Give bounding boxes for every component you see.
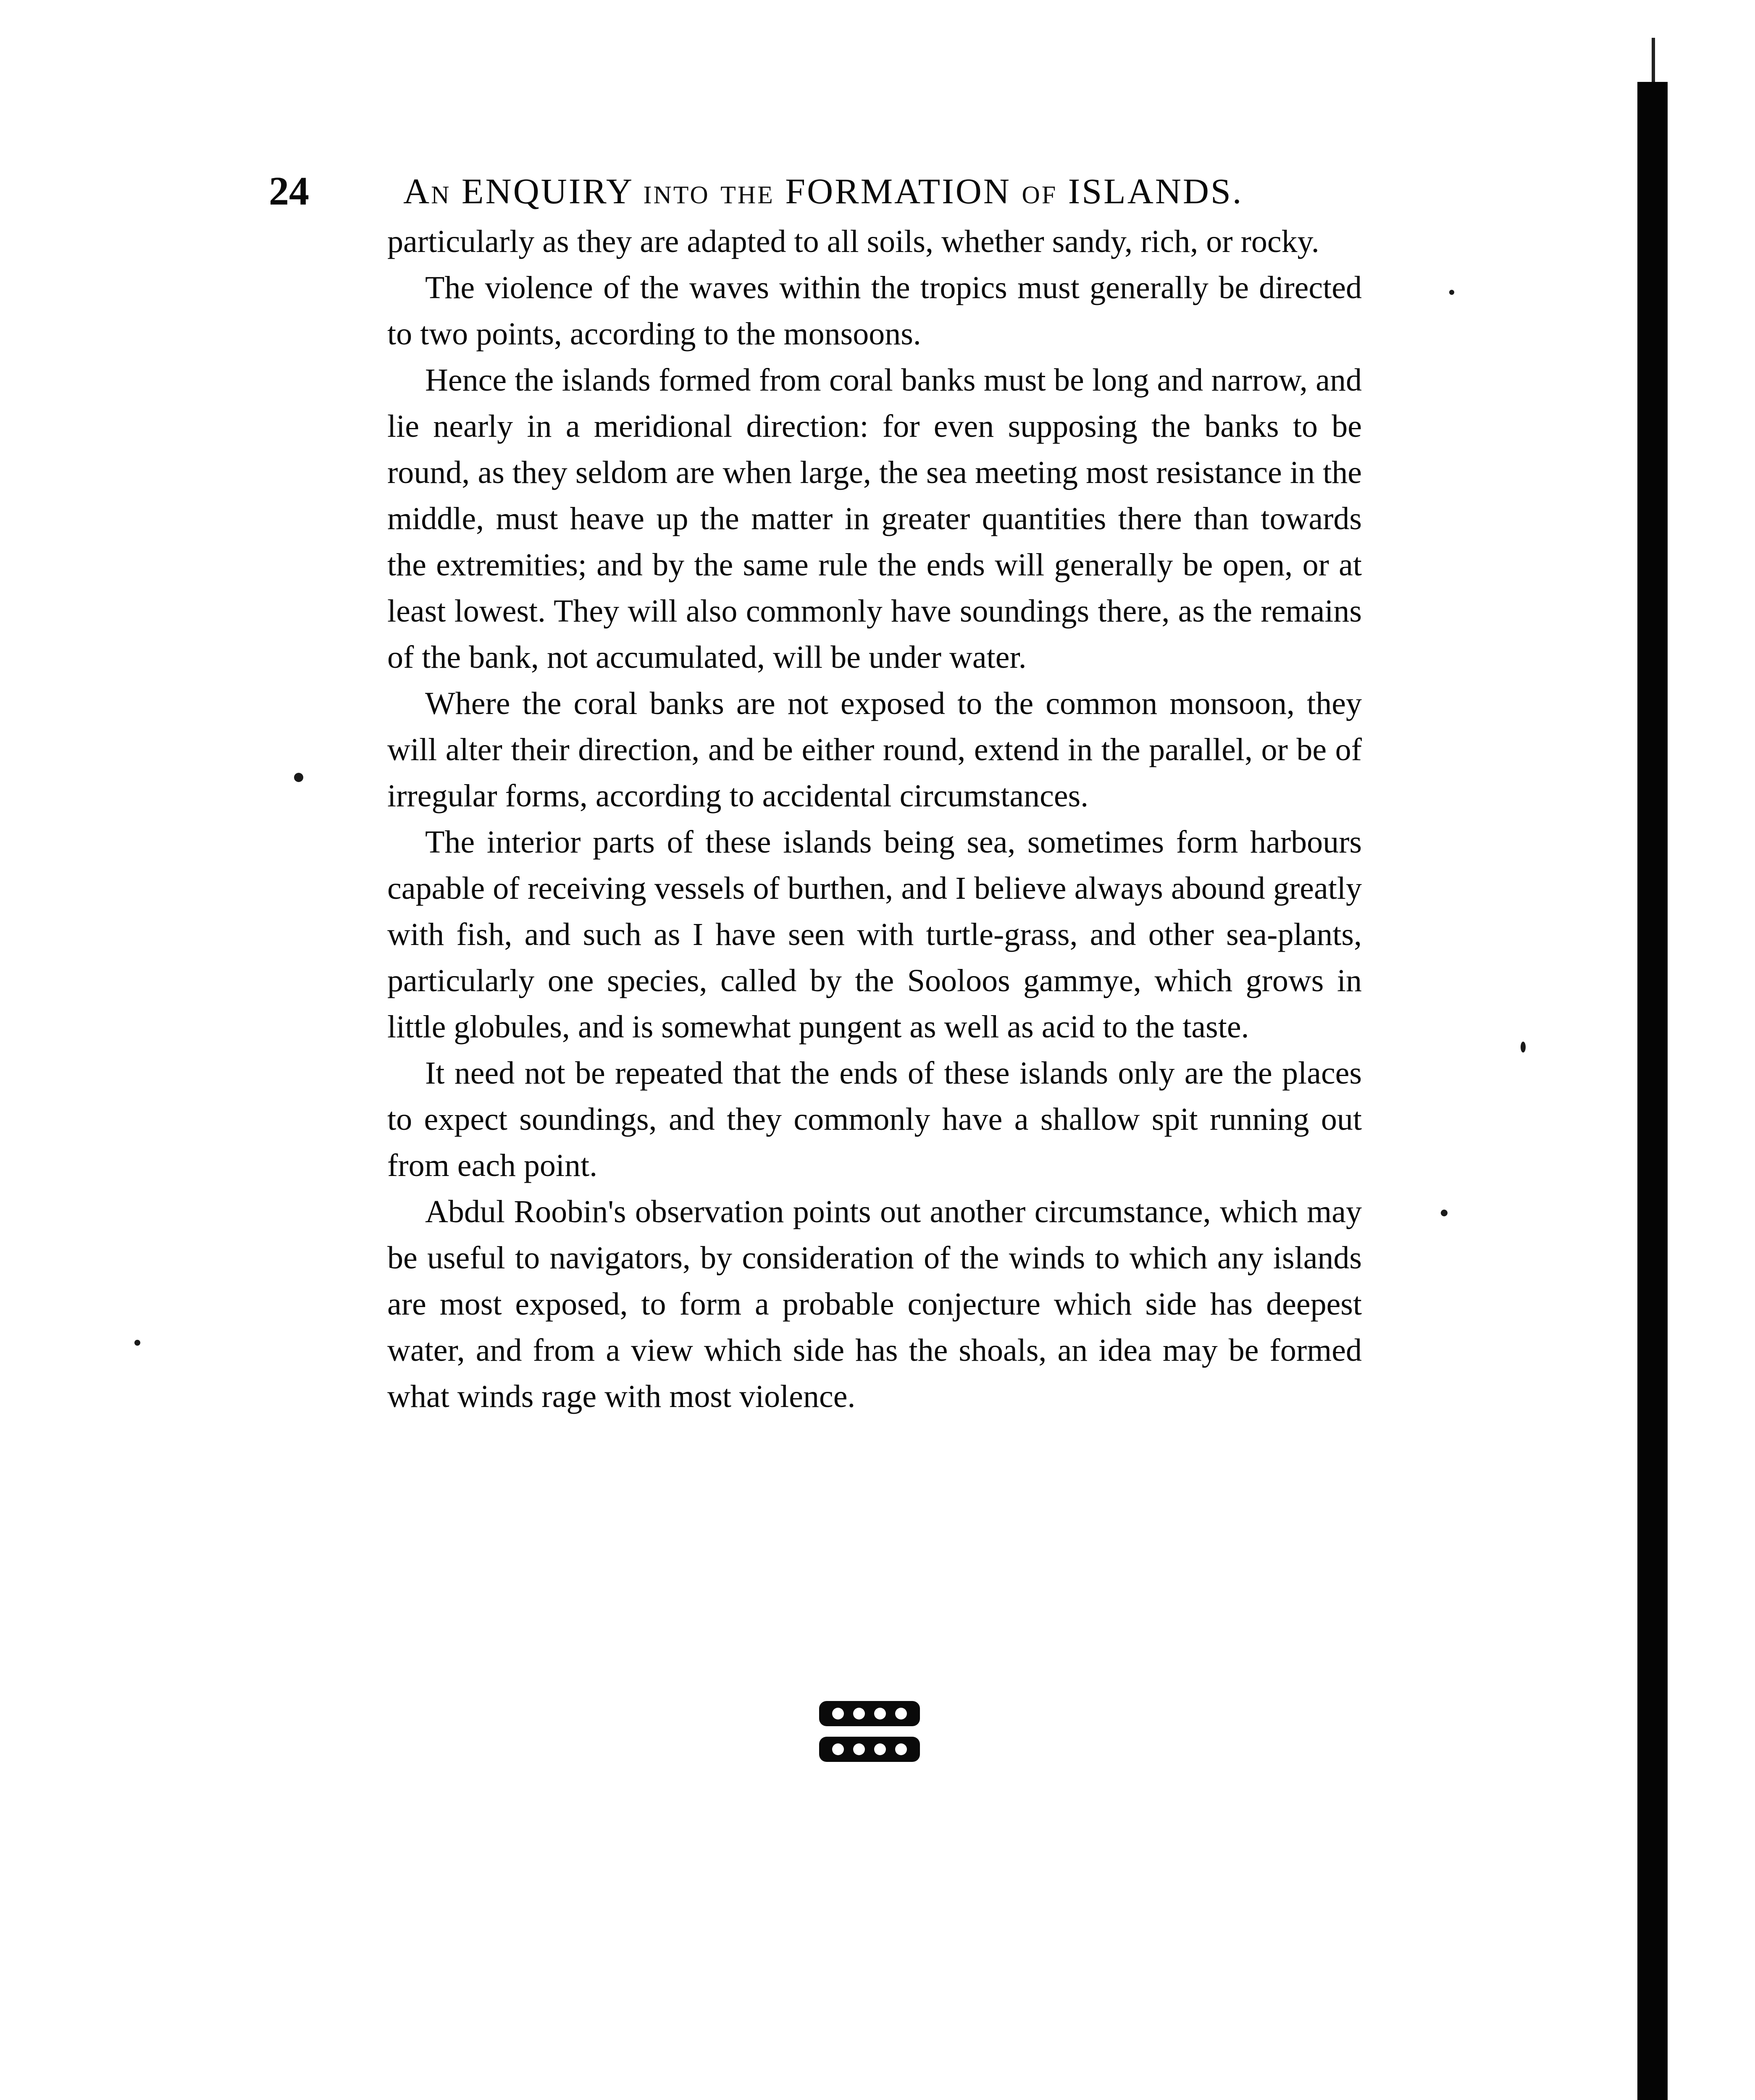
- scan-speck: [294, 773, 303, 782]
- page-number: 24: [269, 168, 309, 213]
- running-head: An ENQUIRY into the FORMATION of ISLANDS.: [403, 171, 1243, 211]
- page-header: [269, 160, 1361, 223]
- body-text: [387, 218, 1362, 1420]
- paragraph: The interior parts of these islands being sea, sometimes form harbours capable of receiving vessels of burthen, and I believe always abound greatly with fish, and such as I have seen with turtle-grass, and other sea-plants, particularly one species, called by the Sooloos gammye, which grows in little globules, and is somewhat pungent as well as acid to the taste.: [387, 824, 1362, 1045]
- paragraph: particularly as they are adapted to all soils, whether sandy, rich, or rocky.: [387, 224, 1319, 259]
- paragraph: Hence the islands formed from coral banks must be long and narrow, and lie nearly in a meridional direction: for even supposing the banks to be round, as they seldom are when large, the sea meeting most resistance in the middle, must heave up the matter in greater quantities there than towards the extremities; and by the same rule the ends will generally be open, or at least lowest. They will also commonly have soundings there, as the remains of the bank, not accumulated, will be under water.: [387, 362, 1362, 675]
- scan-page-edge: [1637, 82, 1668, 2100]
- scan-speck: [1521, 1042, 1526, 1053]
- printers-ornament-icon: [815, 1697, 924, 1768]
- scan-speck: [1449, 290, 1454, 295]
- paragraph: The violence of the waves within the tropics must generally be directed to two points, according to the monsoons.: [387, 270, 1362, 352]
- scan-edge-mark: [1652, 38, 1655, 84]
- scan-speck: [134, 1340, 140, 1346]
- paragraph: Where the coral banks are not exposed to the common monsoon, they will alter their direction, and be either round, extend in the parallel, or be of irregular forms, according to accidental circumstances.: [387, 686, 1362, 814]
- paragraph: It need not be repeated that the ends of these islands only are the places to expect soundings, and they commonly have a shallow spit running out from each point.: [387, 1055, 1362, 1183]
- paragraph: Abdul Roobin's observation points out another circumstance, which may be useful to navigators, by consideration of the winds to which any islands are most exposed, to form a probable conjecture which side has deepest water, and from a view which side has the shoals, an idea may be formed what winds rage with most violence.: [387, 1194, 1362, 1414]
- scan-speck: [1441, 1210, 1448, 1216]
- scan-top-margin: [0, 0, 1755, 71]
